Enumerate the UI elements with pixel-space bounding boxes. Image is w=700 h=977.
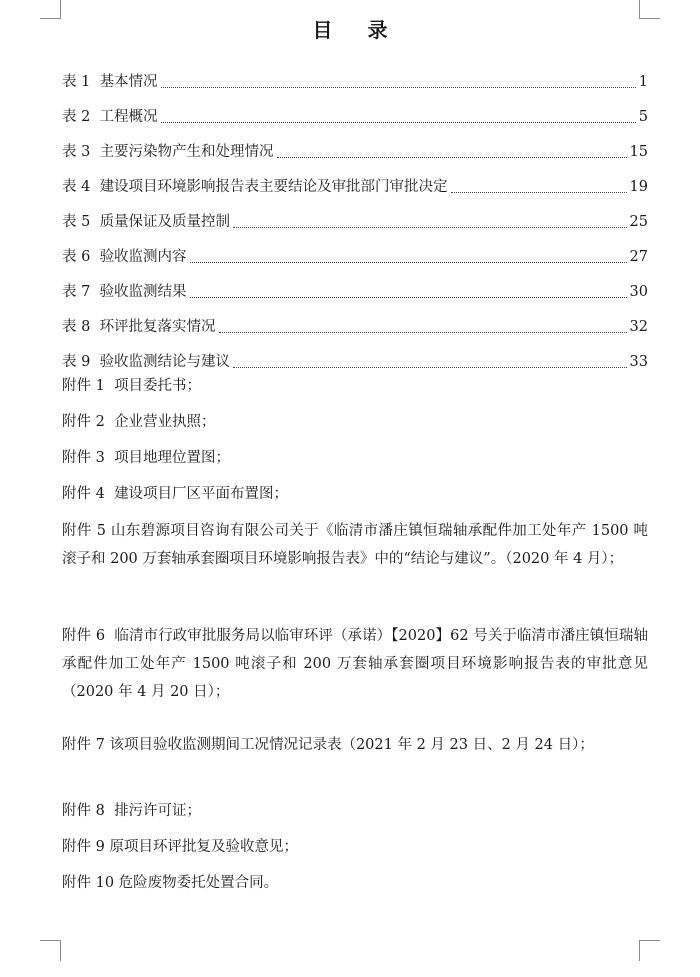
toc-entry-label: 主要污染物产生和处理情况 — [99, 144, 274, 160]
attachment-text: 原项目环评批复及验收意见； — [109, 839, 298, 855]
dot-leader — [219, 331, 627, 333]
toc-entry-page: 25 — [629, 214, 648, 230]
attachment-number: 附件 1 — [62, 378, 105, 394]
toc-entry-7[interactable] — [62, 270, 648, 305]
attachment-item-6 — [62, 622, 648, 706]
attachment-text: 企业营业执照； — [114, 414, 216, 430]
toc-entry-3[interactable] — [62, 130, 648, 165]
toc-entry-8[interactable] — [62, 305, 648, 340]
attachment-number: 附件 2 — [62, 414, 105, 430]
attachment-text: 建设项目厂区平面布置图； — [114, 486, 289, 502]
attachment-item-1 — [62, 373, 648, 399]
toc-entry-number: 表 8 — [62, 319, 91, 335]
toc-entry-number: 表 9 — [62, 354, 91, 370]
attachment-number: 附件 5 — [62, 523, 106, 539]
dot-leader — [190, 261, 627, 263]
attachment-text: 该项目验收监测期间工况情况记录表（2021 年 2 月 23 日、2 月 24 日）； — [109, 737, 594, 753]
dot-leader — [161, 86, 636, 88]
toc-entry-page: 1 — [638, 74, 648, 90]
toc-entry-page: 15 — [629, 144, 648, 160]
attachment-item-3 — [62, 445, 648, 471]
dot-leader — [277, 156, 627, 158]
attachment-item-5 — [62, 517, 648, 573]
toc-entry-number: 表 5 — [62, 214, 91, 230]
attachment-number: 附件 7 — [62, 737, 105, 753]
toc-entry-4[interactable] — [62, 165, 648, 200]
toc-entry-page: 30 — [629, 284, 648, 300]
attachment-number: 附件 10 — [62, 875, 115, 891]
toc-entry-2[interactable] — [62, 95, 648, 130]
attachment-text: 危险废物委托处置合同。 — [118, 875, 279, 891]
toc-entry-number: 表 2 — [62, 109, 91, 125]
toc-entry-label: 环评批复落实情况 — [99, 319, 216, 335]
dot-leader — [233, 226, 626, 228]
attachment-text: 项目委托书； — [114, 378, 202, 394]
attachment-number: 附件 4 — [62, 486, 105, 502]
toc-entry-label: 建设项目环境影响报告表主要结论及审批部门审批决定 — [99, 179, 448, 195]
toc-entry-number: 表 1 — [62, 74, 91, 90]
toc-entry-number: 表 7 — [62, 284, 91, 300]
toc-entry-page: 32 — [629, 319, 648, 335]
toc-entry-label: 质量保证及质量控制 — [99, 214, 231, 230]
attachment-text: 排污许可证； — [114, 803, 202, 819]
toc-entry-label: 验收监测内容 — [99, 249, 187, 265]
toc-entry-page: 27 — [629, 249, 648, 265]
attachment-number: 附件 9 — [62, 839, 105, 855]
table-of-contents — [62, 60, 648, 375]
attachment-item-10 — [62, 870, 648, 896]
toc-entry-label: 工程概况 — [99, 109, 158, 125]
toc-entry-number: 表 4 — [62, 179, 91, 195]
dot-leader — [161, 121, 636, 123]
attachment-item-9 — [62, 834, 648, 860]
attachment-text: 临清市行政审批服务局以临审环评（承诺）【2020】62 号关于临清市潘庄镇恒瑞轴承配件加工处年产 1500 吨滚子和 200 万套轴承套圈项目环境影响报告表的审批意见（2020 年 4 月 20 日）； — [62, 628, 648, 700]
toc-entry-5[interactable] — [62, 200, 648, 235]
toc-entry-number: 表 3 — [62, 144, 91, 160]
attachment-item-4 — [62, 481, 648, 507]
toc-entry-9[interactable] — [62, 340, 648, 375]
dot-leader — [190, 296, 627, 298]
toc-entry-page: 5 — [638, 109, 648, 125]
dot-leader — [233, 366, 626, 368]
toc-entry-6[interactable] — [62, 235, 648, 270]
toc-entry-label: 验收监测结论与建议 — [99, 354, 231, 370]
toc-entry-page: 33 — [629, 354, 648, 370]
dot-leader — [451, 191, 627, 193]
toc-entry-1[interactable] — [62, 60, 648, 95]
attachment-text: 山东碧源项目咨询有限公司关于《临清市潘庄镇恒瑞轴承配件加工处年产 1500 吨滚子和 200 万套轴承套圈项目环境影响报告表》中的“结论与建议”。（2020 年 4 月）； — [62, 523, 648, 567]
toc-entry-page: 19 — [629, 179, 648, 195]
toc-entry-number: 表 6 — [62, 249, 91, 265]
attachment-item-2 — [62, 409, 648, 435]
toc-entry-label: 基本情况 — [99, 74, 158, 90]
attachment-item-7 — [62, 731, 648, 759]
toc-entry-label: 验收监测结果 — [99, 284, 187, 300]
attachment-number: 附件 8 — [62, 803, 105, 819]
attachment-number: 附件 6 — [62, 628, 106, 644]
attachment-item-8 — [62, 798, 648, 824]
attachment-text: 项目地理位置图； — [114, 450, 231, 466]
page-title: 目 录 — [312, 18, 402, 42]
corner-mark-bottom-right — [639, 940, 660, 961]
corner-mark-bottom-left — [40, 940, 61, 961]
attachment-number: 附件 3 — [62, 450, 105, 466]
